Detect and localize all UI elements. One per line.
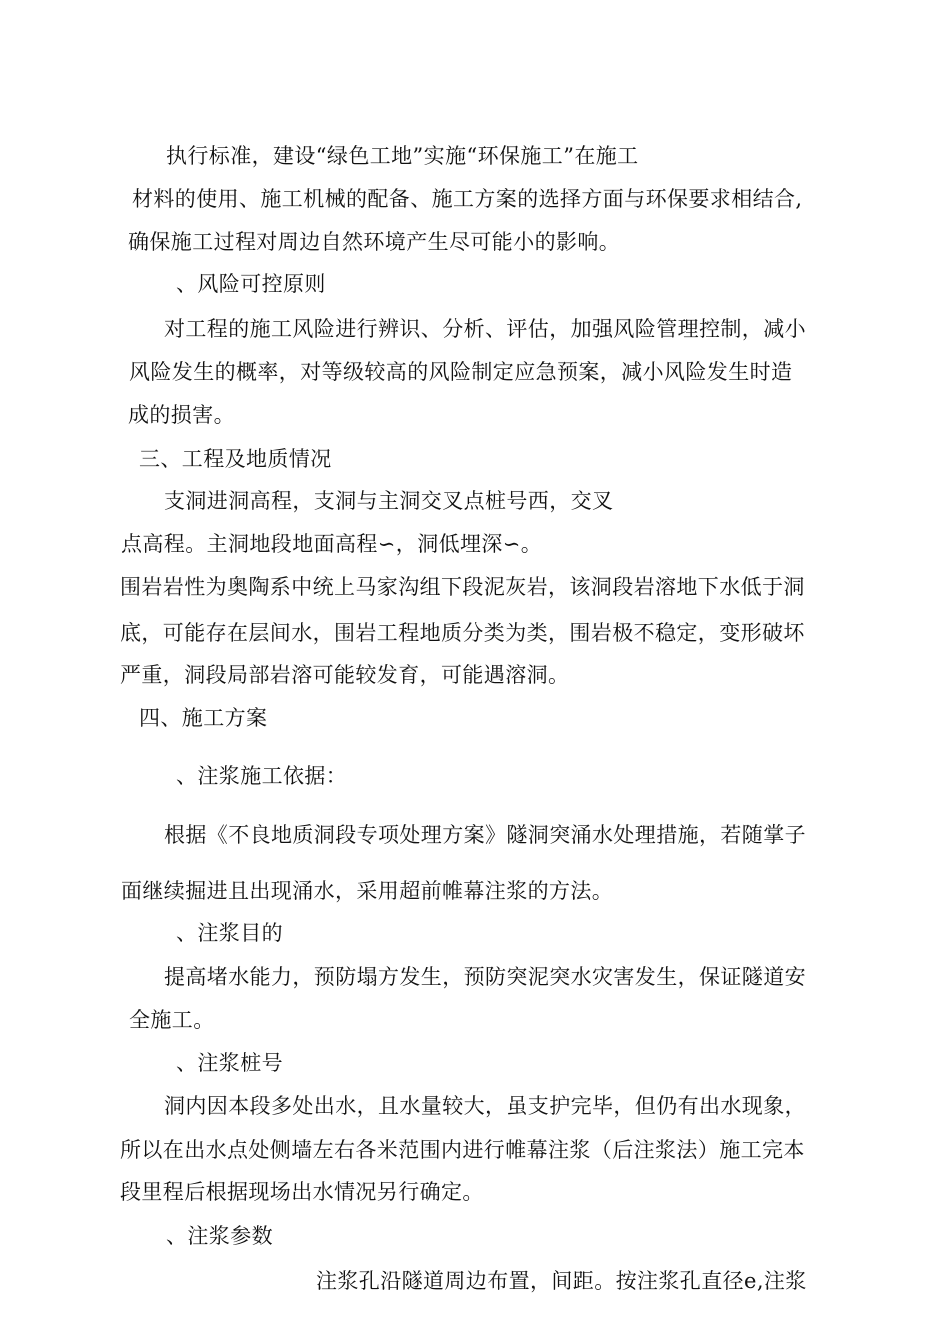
paragraph-line: 底，可能存在层间水，围岩工程地质分类为类，围岩极不稳定，变形破坏 xyxy=(120,621,805,645)
section-heading: 三、工程及地质情况 xyxy=(139,447,332,471)
paragraph-line: 支洞进洞高程，支洞与主洞交叉点桩号西，交叉 xyxy=(164,489,614,513)
paragraph-line: 严重，洞段局部岩溶可能较发育，可能遇溶洞。 xyxy=(120,663,570,687)
paragraph-line: 面继续掘进且出现涌水，采用超前帷幕注浆的方法。 xyxy=(121,879,614,903)
paragraph-line: 所以在出水点处侧墙左右各米范围内进行帷幕注浆（后注浆法）施工完本 xyxy=(120,1138,805,1162)
paragraph-line: 全施工。 xyxy=(129,1008,215,1032)
section-heading: 、注浆桩号 xyxy=(176,1051,283,1075)
paragraph-line: 材料的使用、施工机械的配备、施工方案的选择方面与环保要求相结合, xyxy=(132,187,803,211)
section-heading: 四、施工方案 xyxy=(139,706,268,730)
paragraph-line: 段里程后根据现场出水情况另行确定。 xyxy=(120,1180,484,1204)
paragraph-line: 点高程。主洞地段地面高程∽，洞低埋深∽。 xyxy=(121,532,543,556)
section-heading: 、风险可控原则 xyxy=(176,272,326,296)
paragraph-line: 成的损害。 xyxy=(128,403,235,427)
paragraph-line: 洞内因本段多处出水，且水量较大，虽支护完毕，但仍有出水现象， xyxy=(164,1094,806,1118)
paragraph-line: 围岩岩性为奥陶系中统上马家沟组下段泥灰岩，该洞段岩溶地下水低于洞 xyxy=(120,575,805,599)
paragraph-line: 风险发生的概率，对等级较高的风险制定应急预案，减小风险发生时造 xyxy=(129,360,793,384)
paragraph-line: 根据《不良地质洞段专项处理方案》隧洞突涌水处理措施，若随掌子 xyxy=(164,823,806,847)
paragraph-line: 执行标准，建设“绿色工地”实施“环保施工”在施工 xyxy=(166,144,639,168)
section-heading: 、注浆施工依据： xyxy=(176,764,348,788)
paragraph-line: 提高堵水能力，预防塌方发生，预防突泥突水灾害发生，保证隧道安 xyxy=(164,965,806,989)
paragraph-line: 对工程的施工风险进行辨识、分析、评估，加强风险管理控制，减小 xyxy=(164,317,806,341)
section-heading: 、注浆目的 xyxy=(176,921,283,945)
paragraph-line: 注浆孔沿隧道周边布置，间距。按注浆孔直径e,注浆 xyxy=(316,1269,807,1293)
paragraph-line: 确保施工过程对周边自然环境产生尽可能小的影响。 xyxy=(128,230,621,254)
section-heading: 、注浆参数 xyxy=(166,1224,273,1248)
